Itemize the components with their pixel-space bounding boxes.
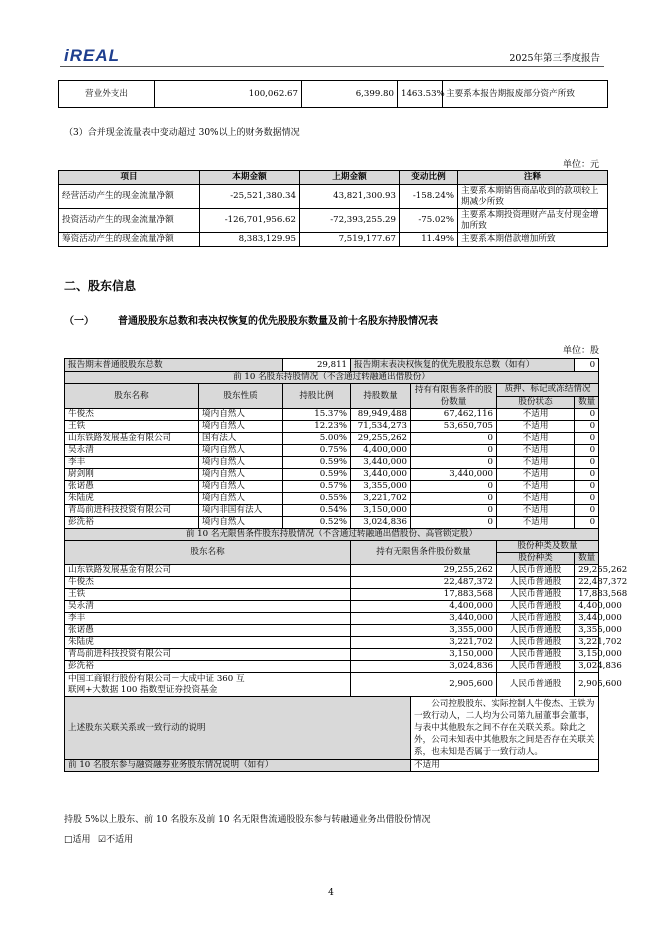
cell: 3,024,836 xyxy=(575,661,599,673)
cell: -25,521,380.34 xyxy=(200,185,300,209)
subsection-number: （一） xyxy=(64,316,94,327)
cell: 李丰 xyxy=(65,457,199,469)
cell: -72,393,255.29 xyxy=(300,209,400,233)
cell: 境内自然人 xyxy=(199,481,283,493)
cell: 11.49% xyxy=(400,233,458,247)
cell xyxy=(65,673,351,697)
cell: 0.55% xyxy=(283,493,351,505)
cell: 3,440,000 xyxy=(351,613,497,625)
cell: 0 xyxy=(575,409,599,421)
cell: 国有法人 xyxy=(199,433,283,445)
cell: 0.75% xyxy=(283,445,351,457)
col-header: 数量 xyxy=(575,553,599,565)
cell: 0 xyxy=(575,517,599,529)
cell: 山东铁路发展基金有限公司 xyxy=(65,433,199,445)
table-row xyxy=(65,649,599,661)
cell: 0 xyxy=(411,481,497,493)
table-row xyxy=(65,577,599,589)
cell: 不适用 xyxy=(497,445,575,457)
relation-text: 公司控股股东、实际控制人牛俊杰、王铁为一致行动人，二人均为公司第九届董事会董事，与表中其他股东之间不存在关联关系。除此之外，公司未知表中其他股东之间是否存在关联关系，也未知是否属于一致行动人。 xyxy=(411,697,599,760)
table-row xyxy=(59,185,608,209)
col-header: 股东性质 xyxy=(199,384,283,409)
cell: 主要系本期销售商品收到的款项较上期减少所致 xyxy=(458,185,608,209)
cell: 71,534,273 xyxy=(351,421,411,433)
cell: 0 xyxy=(411,517,497,529)
cell: 22,487,372 xyxy=(575,577,599,589)
cashflow-table xyxy=(58,170,608,247)
col-header: 股份状态 xyxy=(497,396,575,409)
cell: 3,355,000 xyxy=(351,625,497,637)
margin-label: 前 10 名股东参与融资融券业务股东情况说明（如有） xyxy=(65,760,411,772)
cell: 0.52% xyxy=(283,517,351,529)
cell: 7,519,177.67 xyxy=(300,233,400,247)
shareholder-table xyxy=(64,358,628,772)
col-header: 变动比例 xyxy=(400,171,458,185)
cell: 89,949,488 xyxy=(351,409,411,421)
cell: 境内自然人 xyxy=(199,469,283,481)
cell: 0 xyxy=(575,505,599,517)
cell: 筹资活动产生的现金流量净额 xyxy=(59,233,200,247)
table-row xyxy=(65,613,599,625)
page-number: 4 xyxy=(328,888,334,898)
cell: -75.02% xyxy=(400,209,458,233)
cell: 人民币普通股 xyxy=(497,565,575,577)
expense-previous: 6,399.80 xyxy=(302,81,398,108)
table-row xyxy=(65,421,599,433)
unrestricted-title: 前 10 名无限售条件股东持股情况（不含通过转融通出借股份、高管锁定股） xyxy=(65,529,599,541)
cell: 不适用 xyxy=(497,469,575,481)
cell: 4,400,000 xyxy=(575,601,599,613)
cell: 人民币普通股 xyxy=(497,673,575,697)
cell: 67,462,116 xyxy=(411,409,497,421)
table-row xyxy=(65,469,599,481)
table-row xyxy=(65,493,599,505)
expense-current: 100,062.67 xyxy=(155,81,302,108)
cell: 3,150,000 xyxy=(575,649,599,661)
cell: 吴永清 xyxy=(65,601,351,613)
cell: 4,400,000 xyxy=(351,445,411,457)
col-header: 股东名称 xyxy=(65,541,351,565)
table-row xyxy=(65,661,599,673)
top10-title: 前 10 名股东持股情况（不含通过转融通出借股份） xyxy=(65,372,599,384)
cell: 0.54% xyxy=(283,505,351,517)
cell: 主要系本期投资理财产品支付现金增加所致 xyxy=(458,209,608,233)
cell: -158.24% xyxy=(400,185,458,209)
table-row xyxy=(65,481,599,493)
cell: 尉剑刚 xyxy=(65,469,199,481)
cell: -126,701,956.62 xyxy=(200,209,300,233)
table-row xyxy=(65,601,599,613)
table-row xyxy=(65,505,599,517)
cell: 3,150,000 xyxy=(351,649,497,661)
fund-name-line: 联网+大数据 100 指数型证券投资基金 xyxy=(68,684,218,695)
cell: 8,383,129.95 xyxy=(200,233,300,247)
cell: 牛俊杰 xyxy=(65,577,351,589)
table-row xyxy=(65,433,599,445)
cell: 境内自然人 xyxy=(199,445,283,457)
cell: 境内自然人 xyxy=(199,409,283,421)
pref-holders-value: 0 xyxy=(575,359,599,372)
cell: 人民币普通股 xyxy=(497,577,575,589)
expense-note: 主要系本报告期报废部分资产所致 xyxy=(443,81,608,108)
fund-name-line: 中国工商银行股份有限公司－大成中证 360 互 xyxy=(68,673,245,684)
col-header: 上期金额 xyxy=(300,171,400,185)
cell: 不适用 xyxy=(497,421,575,433)
cell: 境内自然人 xyxy=(199,421,283,433)
cell: 境内自然人 xyxy=(199,457,283,469)
cell: 王铁 xyxy=(65,589,351,601)
cell: 人民币普通股 xyxy=(497,625,575,637)
cell: 0.57% xyxy=(283,481,351,493)
cell: 境内自然人 xyxy=(199,517,283,529)
cell: 0 xyxy=(575,433,599,445)
cell: 人民币普通股 xyxy=(497,637,575,649)
cell: 投资活动产生的现金流量净额 xyxy=(59,209,200,233)
col-header: 数量 xyxy=(575,396,599,409)
cell: 吴永清 xyxy=(65,445,199,457)
table-row xyxy=(65,457,599,469)
cell: 3,221,702 xyxy=(351,637,497,649)
cell: 3,221,702 xyxy=(351,493,411,505)
option-not-applicable[interactable]: ☑不适用 xyxy=(98,835,134,845)
table-row xyxy=(65,409,599,421)
cell: 3,440,000 xyxy=(351,457,411,469)
cell: 0 xyxy=(411,505,497,517)
cell: 0 xyxy=(575,481,599,493)
cell: 不适用 xyxy=(497,481,575,493)
cell: 0 xyxy=(411,433,497,445)
cell: 人民币普通股 xyxy=(497,589,575,601)
cell: 17,883,568 xyxy=(575,589,599,601)
pref-holders-label: 报告期末表决权恢复的优先股股东总数（如有） xyxy=(351,359,575,372)
cell: 3,355,000 xyxy=(351,481,411,493)
cell: 王铁 xyxy=(65,421,199,433)
cell: 0 xyxy=(575,445,599,457)
table-row xyxy=(65,565,599,577)
cell: 2,905,600 xyxy=(575,673,599,697)
cell: 12.23% xyxy=(283,421,351,433)
table-row xyxy=(65,625,599,637)
cell: 29,255,262 xyxy=(351,565,497,577)
cell: 人民币普通股 xyxy=(497,613,575,625)
col-header: 本期金额 xyxy=(200,171,300,185)
cashflow-header-row xyxy=(59,171,608,185)
cell: 0.59% xyxy=(283,469,351,481)
table-row xyxy=(65,673,599,697)
cell: 43,821,300.93 xyxy=(300,185,400,209)
cell: 不适用 xyxy=(497,433,575,445)
cell: 0 xyxy=(411,445,497,457)
cell: 不适用 xyxy=(497,517,575,529)
expense-change: 1463.53% xyxy=(398,81,443,108)
expense-item: 营业外支出 xyxy=(59,81,155,108)
cell: 不适用 xyxy=(497,505,575,517)
cell: 3,150,000 xyxy=(351,505,411,517)
col-header: 股份种类及数量 xyxy=(497,541,599,553)
table-row xyxy=(59,233,608,247)
cell: 3,221,702 xyxy=(575,637,599,649)
cell: 经营活动产生的现金流量净额 xyxy=(59,185,200,209)
cell: 不适用 xyxy=(497,409,575,421)
col-header: 质押、标记或冻结情况 xyxy=(497,384,599,397)
cell: 3,024,836 xyxy=(351,661,497,673)
table-row xyxy=(65,637,599,649)
shareholder-unit: 单位：股 xyxy=(562,346,599,356)
cell: 3,024,836 xyxy=(351,517,411,529)
table-row xyxy=(65,445,599,457)
cell: 境内非国有法人 xyxy=(199,505,283,517)
section-title: 二、股东信息 xyxy=(64,279,137,293)
cell: 53,650,705 xyxy=(411,421,497,433)
company-logo: iREAL xyxy=(64,46,120,65)
cell: 张诺愚 xyxy=(65,481,199,493)
cell: 0 xyxy=(575,493,599,505)
header-divider xyxy=(60,66,604,67)
cell: 不适用 xyxy=(497,493,575,505)
footnote: 持股 5%以上股东、前 10 名股东及前 10 名无限售流通股股东参与转融通业务出借股份情况 xyxy=(64,815,431,825)
col-header: 股东名称 xyxy=(65,384,199,409)
col-header: 持有无限售条件股份数量 xyxy=(351,541,497,565)
cell: 牛俊杰 xyxy=(65,409,199,421)
cell: 0 xyxy=(411,457,497,469)
cell: 2,905,600 xyxy=(351,673,497,697)
cell: 朱陆虎 xyxy=(65,493,199,505)
cell: 3,440,000 xyxy=(351,469,411,481)
cell: 彭洗裕 xyxy=(65,661,351,673)
cell: 山东铁路发展基金有限公司 xyxy=(65,565,351,577)
cell: 3,440,000 xyxy=(575,613,599,625)
expense-table xyxy=(58,80,608,108)
table-row xyxy=(65,517,599,529)
subsection-title: 普通股股东总数和表决权恢复的优先股股东数量及前十名股东持股情况表 xyxy=(118,316,438,327)
cell: 境内自然人 xyxy=(199,493,283,505)
cell: 3,440,000 xyxy=(411,469,497,481)
cell: 张诺愚 xyxy=(65,625,351,637)
option-applicable[interactable]: □适用 xyxy=(64,835,91,845)
cell: 人民币普通股 xyxy=(497,601,575,613)
cell: 29,255,262 xyxy=(575,565,599,577)
cell: 22,487,372 xyxy=(351,577,497,589)
cell: 4,400,000 xyxy=(351,601,497,613)
col-header: 项目 xyxy=(59,171,200,185)
cell: 5.00% xyxy=(283,433,351,445)
cell: 李丰 xyxy=(65,613,351,625)
cell: 人民币普通股 xyxy=(497,661,575,673)
col-header: 持股比例 xyxy=(283,384,351,409)
cell: 0 xyxy=(575,457,599,469)
cell: 主要系本期借款增加所致 xyxy=(458,233,608,247)
col-header: 股份种类 xyxy=(497,553,575,565)
cell: 3,355,000 xyxy=(575,625,599,637)
cell: 青岛前进科技投资有限公司 xyxy=(65,505,199,517)
report-title: 2025年第三季度报告 xyxy=(509,53,600,64)
col-header: 持有有限售条件的股份数量 xyxy=(411,384,497,409)
col-header: 注释 xyxy=(458,171,608,185)
cell: 0 xyxy=(411,493,497,505)
total-holders-value: 29,811 xyxy=(283,359,351,372)
cashflow-heading: （3）合并现金流量表中变动超过 30%以上的财务数据情况 xyxy=(64,128,300,138)
cashflow-unit: 单位：元 xyxy=(562,160,599,170)
total-holders-label: 报告期末普通股股东总数 xyxy=(65,359,283,372)
cell: 15.37% xyxy=(283,409,351,421)
cell: 29,255,262 xyxy=(351,433,411,445)
cell: 彭洗裕 xyxy=(65,517,199,529)
table-row xyxy=(59,209,608,233)
cell: 0 xyxy=(575,469,599,481)
cell: 青岛前进科技投资有限公司 xyxy=(65,649,351,661)
relation-label: 上述股东关联关系或一致行动的说明 xyxy=(65,697,411,760)
cell: 人民币普通股 xyxy=(497,649,575,661)
cell: 朱陆虎 xyxy=(65,637,351,649)
cell: 0.59% xyxy=(283,457,351,469)
col-header: 持股数量 xyxy=(351,384,411,409)
cell: 0 xyxy=(575,421,599,433)
table-row xyxy=(65,589,599,601)
margin-value: 不适用 xyxy=(411,760,599,772)
cell: 17,883,568 xyxy=(351,589,497,601)
cell: 不适用 xyxy=(497,457,575,469)
